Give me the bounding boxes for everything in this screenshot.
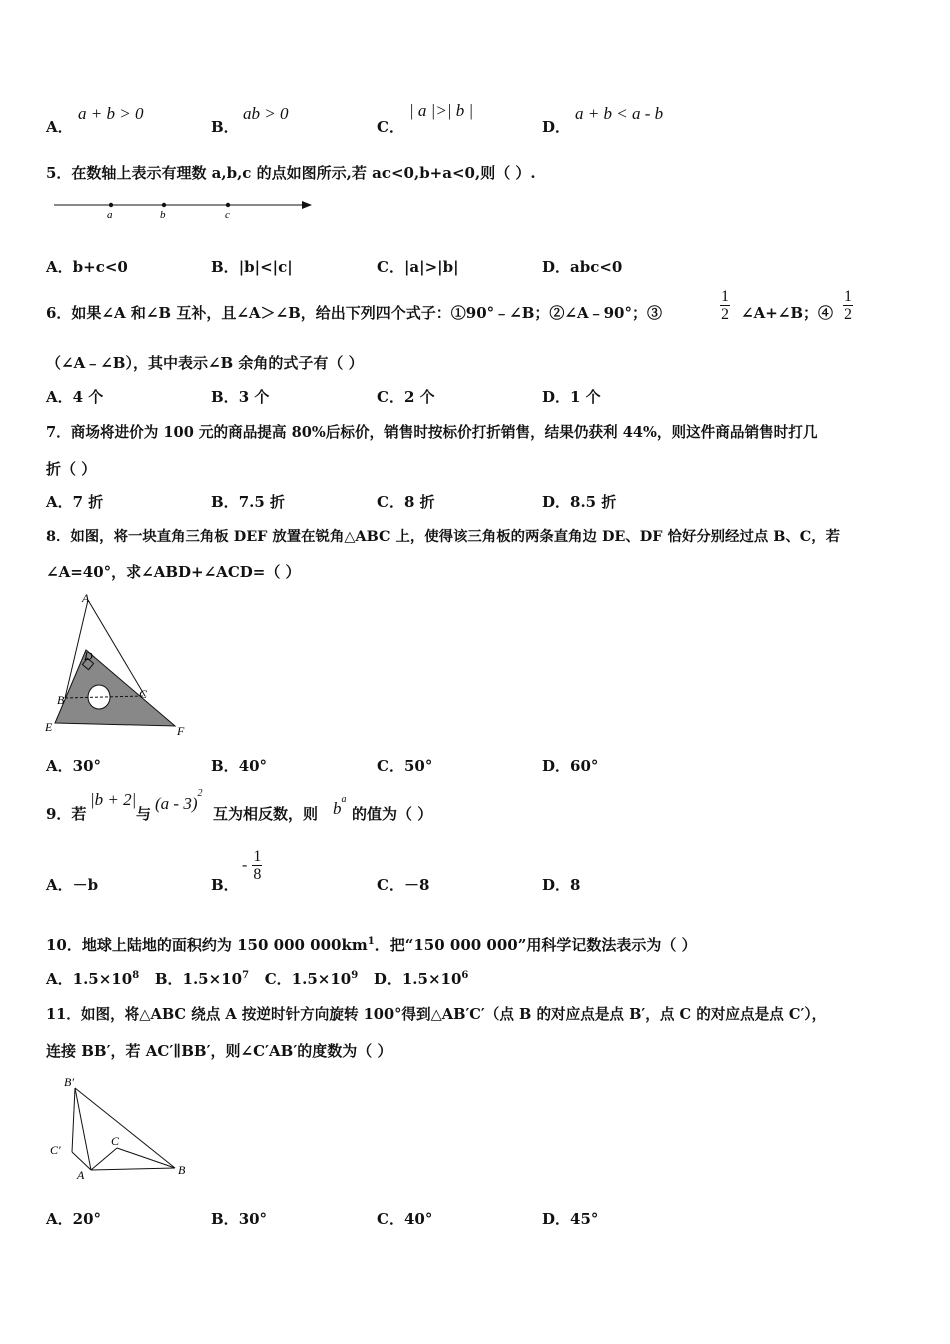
q6-fraction-1: $\frac{1}{2}$ xyxy=(721,288,729,323)
q8-label-f: F xyxy=(177,724,185,738)
q9-abs-expr: |b + 2| xyxy=(90,790,137,809)
q5-option-a: A．b+c<0 xyxy=(46,258,128,276)
q4-option-b: B． xyxy=(211,118,239,136)
q8-label-b: B xyxy=(57,693,65,707)
q9-suffix1: 互为相反数，则 xyxy=(213,805,319,823)
q7-option-a: A．7 折 xyxy=(46,493,104,511)
q5-option-b: B．|b|<|c| xyxy=(211,258,293,276)
q8-label-e: E xyxy=(45,720,53,734)
q10-stem: 10．地球上陆地的面积约为 150 000 $000km^1$．把“150 000 000”用科学记数法表示为（ ） xyxy=(46,936,697,954)
q11-label-b-prime: B′ xyxy=(64,1075,74,1089)
q6-fraction-2: $\frac{1}{2}$ xyxy=(844,288,852,323)
q5-number-line xyxy=(50,195,320,225)
q8-option-b: B．40° xyxy=(211,757,268,775)
q5-option-d: D．abc<0 xyxy=(542,258,623,276)
q8-label-c: C xyxy=(139,687,148,701)
q6-stem-line2: （∠A﹣∠B），其中表示∠B 余角的式子有（ ） xyxy=(46,354,364,372)
q6-option-a: A．4 个 xyxy=(46,388,104,406)
q10-option-c: C．$1.5\times 10^9$ xyxy=(264,970,359,988)
q8-label-a: A xyxy=(82,591,90,605)
q6-option-d: D．1 个 xyxy=(542,388,601,406)
q8-label-d: D xyxy=(84,649,93,663)
q7-option-d: D．8.5 折 xyxy=(542,493,617,511)
q10-option-a: A．$1.5\times 10^8$ xyxy=(46,970,140,988)
q5-option-c: C．|a|>|b| xyxy=(377,258,459,276)
q9-option-c: C．－8 xyxy=(377,876,430,894)
q11-label-c-prime: C′ xyxy=(50,1143,61,1157)
q9-option-b: B． xyxy=(211,876,239,894)
q7-option-c: C．8 折 xyxy=(377,493,435,511)
q11-label-c: C xyxy=(111,1134,120,1148)
q4-option-d-expr: a + b < a - b xyxy=(575,104,664,123)
q9-option-a: A．－b xyxy=(46,876,99,894)
q11-option-b: B．30° xyxy=(211,1210,268,1228)
q11-option-c: C．40° xyxy=(377,1210,433,1228)
q8-option-c: C．50° xyxy=(377,757,433,775)
q11-option-a: A．20° xyxy=(46,1210,102,1228)
q7-option-b: B．7.5 折 xyxy=(211,493,286,511)
q4-option-d: D． xyxy=(542,118,571,136)
q5-stem: 5．在数轴上表示有理数 a,b,c 的点如图所示,若 ac<0,b+a<0,则（ ）. xyxy=(46,164,536,182)
q6-option-b: B．3 个 xyxy=(211,388,270,406)
q7-stem-line2: 折（ ） xyxy=(46,460,97,478)
q9-option-d: D．8 xyxy=(542,876,581,894)
q10-option-d: D．$1.5\times 10^6$ xyxy=(373,970,469,988)
q4-option-a-expr: a + b > 0 xyxy=(78,104,144,123)
q8-option-a: A．30° xyxy=(46,757,102,775)
q11-stem-line1: 11．如图，将△ABC 绕点 A 按逆时针方向旋转 100°得到△AB′C′（点 B 的对应点是点 B′，点 C 的对应点是点 C′）， xyxy=(46,1006,827,1023)
q8-option-d: D．60° xyxy=(542,757,599,775)
axis-label-b: b xyxy=(160,209,166,221)
q10-option-b: B．$1.5\times 10^7$ xyxy=(154,970,250,988)
q9-prefix: 9．若 xyxy=(46,805,87,823)
q9-suffix2: 的值为（ ） xyxy=(352,805,433,823)
q4-option-b-expr: ab > 0 xyxy=(243,104,289,123)
q9-mid: 与 xyxy=(136,805,152,823)
q4-option-c: C． xyxy=(377,118,404,136)
q6-stem-part1: 6．如果∠A 和∠B 互补，且∠A＞∠B，给出下列四个式子：①90°﹣∠B；②∠A﹣90°；③ xyxy=(46,304,662,322)
q9-option-b-value: - $\frac{1}{8}$ xyxy=(242,848,262,883)
q11-label-a: A xyxy=(77,1168,85,1182)
q8-figure xyxy=(40,588,200,738)
q9-square-expr: (a - 3)$^2$ xyxy=(155,788,203,813)
q10-options xyxy=(46,968,468,989)
axis-label-c: c xyxy=(225,209,230,221)
q4-option-a: A． xyxy=(46,118,73,136)
q9-power-expr: $b^a$ xyxy=(333,794,347,818)
q11-figure xyxy=(45,1072,195,1184)
q11-label-b: B xyxy=(178,1163,186,1177)
q4-option-c-expr: | a |>| b | xyxy=(409,101,474,120)
q11-option-d: D．45° xyxy=(542,1210,599,1228)
q8-stem-line2: ∠A=40°，求∠ABD+∠ACD=（ ） xyxy=(46,563,301,581)
q6-option-c: C．2 个 xyxy=(377,388,435,406)
q8-stem-line1: 8．如图，将一块直角三角板 DEF 放置在锐角△ABC 上，使得该三角板的两条直角边 DE、DF 恰好分别经过点 B、C，若 xyxy=(46,528,841,545)
axis-label-a: a xyxy=(107,209,113,221)
q7-stem-line1: 7．商场将进价为 100 元的商品提高 80%后标价，销售时按标价打折销售，结果仍获利 44%，则这件商品销售时打几 xyxy=(46,424,818,441)
q6-stem-part2: ∠A+∠B；④ xyxy=(741,304,834,322)
q11-stem-line2: 连接 BB′，若 AC′∥BB′，则∠C′AB′的度数为（ ） xyxy=(46,1042,393,1060)
